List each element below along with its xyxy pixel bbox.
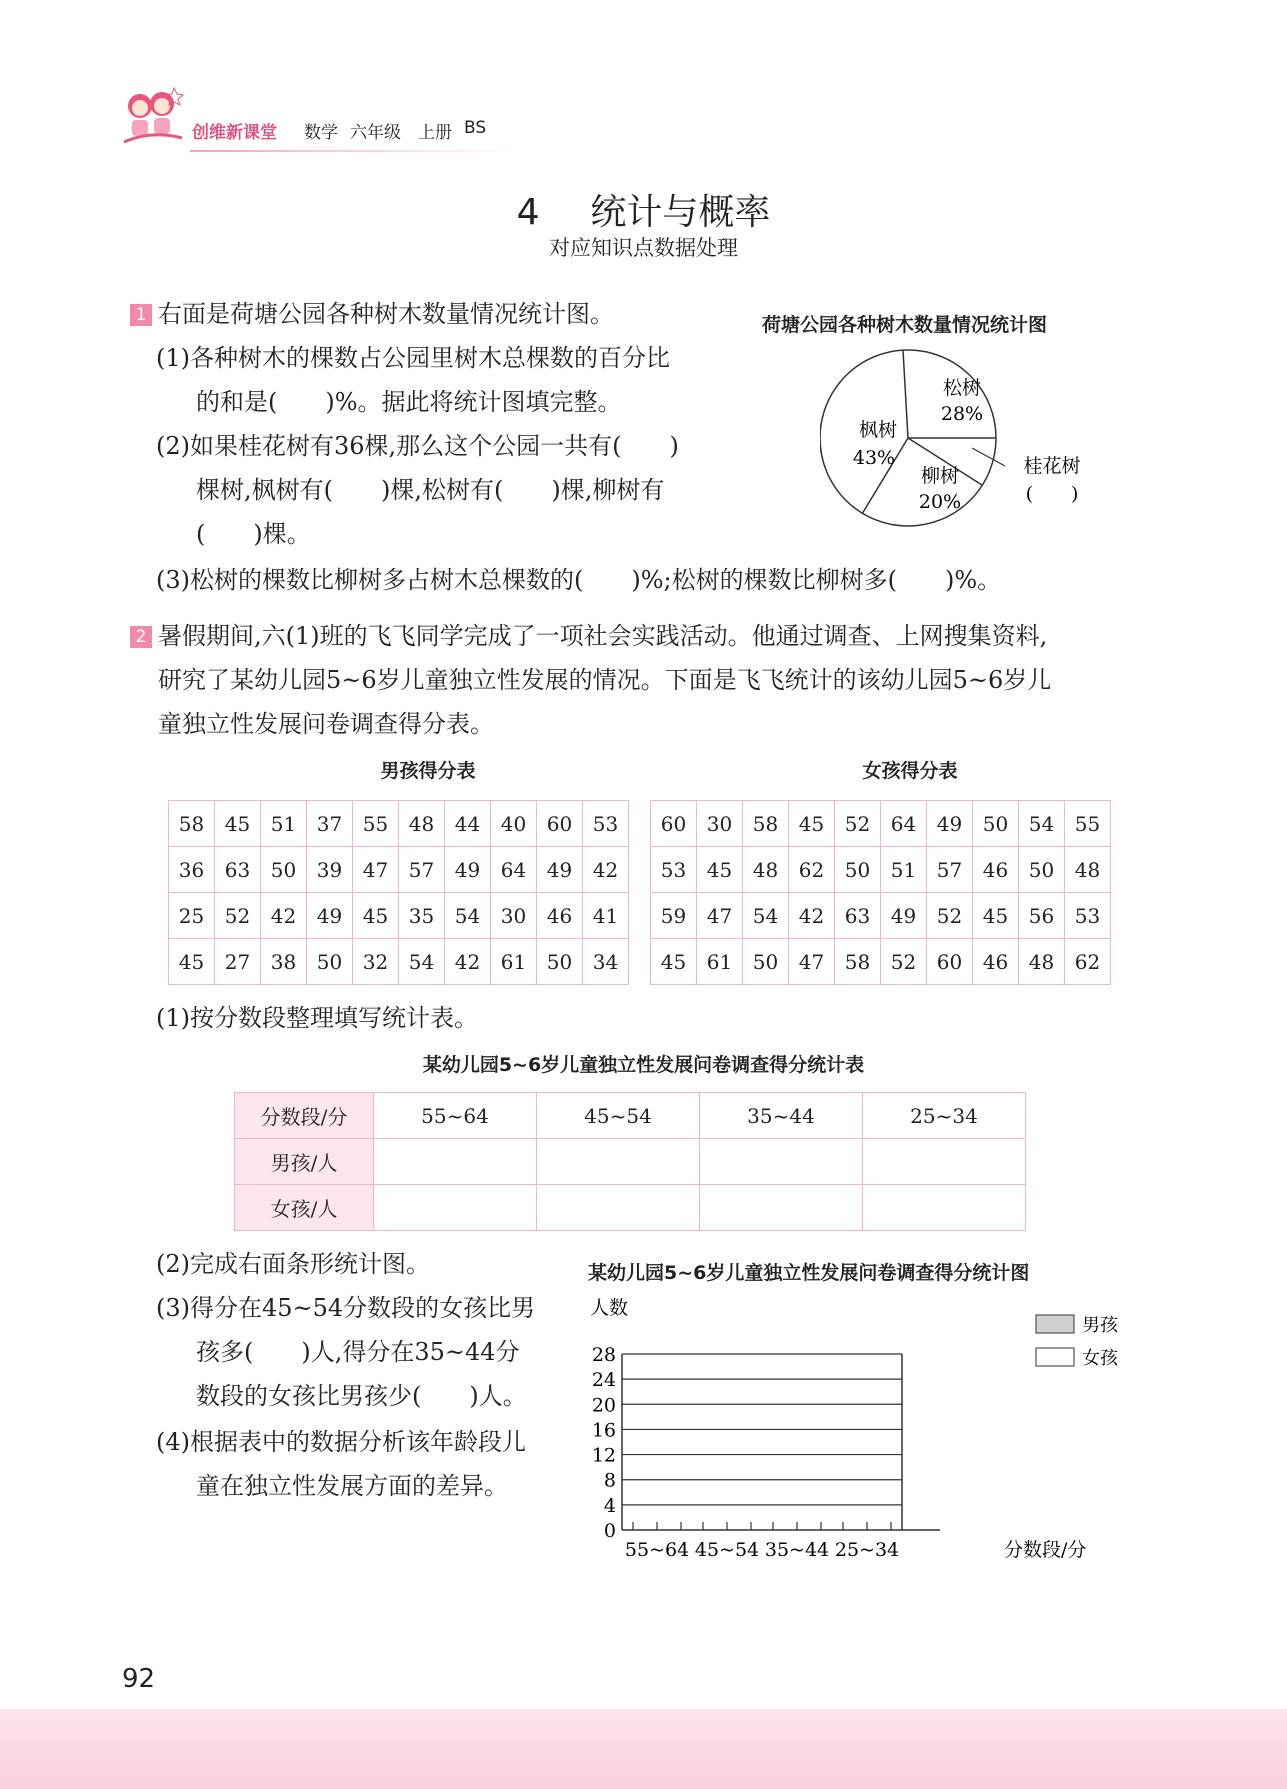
q2-sub3-line1: (3)得分在45~54分数段的女孩比男 — [156, 1294, 536, 1322]
q2-line1-text: 暑假期间,六(1)班的飞飞同学完成了一项社会实践活动。他通过调查、上网搜集资料, — [158, 622, 1048, 650]
stat-header-45-54: 45~54 — [537, 1093, 700, 1139]
pie-label-osmanthus: 桂花树 — [1023, 455, 1081, 477]
q1-part1-line1: (1)各种树木的棵数占公园里树木总棵数的百分比 — [156, 344, 670, 372]
boys-cell: 45 — [353, 893, 399, 939]
girls-cell: 50 — [743, 939, 789, 985]
y-axis-label: 人数 — [590, 1297, 629, 1319]
girls-cell: 50 — [1019, 847, 1065, 893]
boys-cell: 40 — [491, 801, 537, 847]
q2-sub3-line2: 孩多( )人,得分在35~44分 — [196, 1338, 520, 1366]
q2-sub4-line1: (4)根据表中的数据分析该年龄段儿 — [156, 1428, 526, 1456]
girls-cell: 49 — [881, 893, 927, 939]
y-tick-label: 24 — [591, 1369, 616, 1392]
q2-sub4-line2: 童在独立性发展方面的差异。 — [196, 1472, 508, 1500]
pie-pct-osmanthus: ( ) — [1025, 483, 1079, 505]
x-tick-label: 45~54 — [694, 1539, 760, 1561]
pie-pct-maple: 43% — [852, 447, 896, 469]
legend-label-boys: 男孩 — [1082, 1315, 1118, 1336]
girls-cell: 46 — [973, 847, 1019, 893]
girls-cell: 61 — [697, 939, 743, 985]
header-grade: 六年级 — [350, 123, 401, 143]
girls-row — [651, 893, 1111, 939]
q1-part3: (3)松树的棵数比柳树多占树木总棵数的( )%;松树的棵数比柳树多( )%。 — [156, 566, 1002, 594]
boys-cell: 41 — [583, 893, 629, 939]
stat-girls-blank-1[interactable] — [374, 1185, 537, 1231]
stat-boys-row — [235, 1139, 1026, 1185]
q1-part1-line2: 的和是( )%。据此将统计图填完整。 — [196, 388, 622, 416]
bar-chart — [580, 1290, 1120, 1570]
girls-cell: 48 — [1065, 847, 1111, 893]
girls-cell: 48 — [743, 847, 789, 893]
stat-girls-blank-3[interactable] — [700, 1185, 863, 1231]
stat-boys-blank-4[interactable] — [863, 1139, 1026, 1185]
y-tick-label: 12 — [591, 1444, 616, 1467]
girls-cell: 54 — [1019, 801, 1065, 847]
stat-boys-blank-3[interactable] — [700, 1139, 863, 1185]
boys-cell: 48 — [399, 801, 445, 847]
q2-line3: 童独立性发展问卷调查得分表。 — [158, 710, 494, 738]
boys-cell: 61 — [491, 939, 537, 985]
boys-cell: 39 — [307, 847, 353, 893]
x-tick-label: 25~34 — [834, 1539, 900, 1561]
mascot-kids-icon — [122, 84, 184, 148]
boys-cell: 50 — [537, 939, 583, 985]
stat-header-35-44: 35~44 — [700, 1093, 863, 1139]
boys-cell: 55 — [353, 801, 399, 847]
q1-stem — [130, 292, 614, 336]
brand-name: 创维新课堂 — [192, 123, 277, 143]
boys-cell: 32 — [353, 939, 399, 985]
girls-cell: 64 — [881, 801, 927, 847]
y-tick-label: 28 — [591, 1344, 616, 1366]
q1-part2-line3: ( )棵。 — [196, 520, 311, 548]
stat-boys-label: 男孩/人 — [235, 1139, 374, 1185]
girls-cell: 47 — [789, 939, 835, 985]
girls-cell: 54 — [743, 893, 789, 939]
header-subject: 数学 — [304, 123, 338, 143]
y-tick-label: 8 — [603, 1469, 616, 1492]
footer-band — [0, 1709, 1287, 1789]
girls-cell: 46 — [973, 939, 1019, 985]
girls-cell: 50 — [973, 801, 1019, 847]
girls-cell: 56 — [1019, 893, 1065, 939]
boys-cell: 34 — [583, 939, 629, 985]
pie-label-pine: 松树 — [942, 377, 982, 399]
header-volume: 上册 — [418, 123, 452, 143]
girls-cell: 59 — [651, 893, 697, 939]
girls-cell: 53 — [1065, 893, 1111, 939]
boys-cell: 27 — [215, 939, 261, 985]
boys-cell: 49 — [537, 847, 583, 893]
boys-cell: 64 — [491, 847, 537, 893]
girls-cell: 48 — [1019, 939, 1065, 985]
stat-table-title: 某幼儿园5~6岁儿童独立性发展问卷调查得分统计表 — [422, 1054, 865, 1076]
boys-cell: 45 — [215, 801, 261, 847]
boys-cell: 42 — [583, 847, 629, 893]
boys-row — [169, 801, 629, 847]
boys-cell: 25 — [169, 893, 215, 939]
girls-cell: 42 — [789, 893, 835, 939]
stat-table — [234, 1092, 1026, 1231]
q2-line1 — [130, 614, 1047, 658]
boys-cell: 50 — [261, 847, 307, 893]
girls-cell: 50 — [835, 847, 881, 893]
boys-cell: 49 — [307, 893, 353, 939]
girls-cell: 52 — [835, 801, 881, 847]
q1-stem-text: 右面是荷塘公园各种树木数量情况统计图。 — [158, 300, 614, 328]
pie-title: 荷塘公园各种树木数量情况统计图 — [762, 314, 1048, 336]
boys-cell: 52 — [215, 893, 261, 939]
page-number: 92 — [122, 1664, 156, 1694]
boys-cell: 38 — [261, 939, 307, 985]
girls-cell: 62 — [1065, 939, 1111, 985]
q2-line2: 研究了某幼儿园5~6岁儿童独立性发展的情况。下面是飞飞统计的该幼儿园5~6岁儿 — [158, 666, 1052, 694]
pie-pct-pine: 28% — [940, 403, 984, 425]
girls-cell: 45 — [651, 939, 697, 985]
boys-cell: 63 — [215, 847, 261, 893]
y-tick-label: 20 — [591, 1394, 616, 1417]
q1-badge: 1 — [130, 304, 152, 326]
q1-part2-line2: 棵树,枫树有( )棵,松树有( )棵,柳树有 — [196, 476, 665, 504]
x-tick-label: 55~64 — [624, 1539, 690, 1561]
header-edition: BS — [464, 118, 487, 138]
stat-header-25-34: 25~34 — [863, 1093, 1026, 1139]
boys-cell: 57 — [399, 847, 445, 893]
boys-cell: 44 — [445, 801, 491, 847]
stat-boys-blank-2[interactable] — [537, 1139, 700, 1185]
stat-girls-blank-2[interactable] — [537, 1185, 700, 1231]
pie-pct-willow: 20% — [918, 491, 962, 513]
girls-cell: 45 — [789, 801, 835, 847]
boys-cell: 47 — [353, 847, 399, 893]
girls-cell: 60 — [651, 801, 697, 847]
boys-row — [169, 939, 629, 985]
girls-table-title: 女孩得分表 — [862, 760, 958, 782]
x-axis-label: 分数段/分 — [1004, 1539, 1087, 1561]
girls-row — [651, 801, 1111, 847]
girls-cell: 30 — [697, 801, 743, 847]
boys-cell: 54 — [445, 893, 491, 939]
girls-row — [651, 939, 1111, 985]
y-tick-label: 16 — [591, 1419, 616, 1442]
girls-cell: 62 — [789, 847, 835, 893]
q2-sub1: (1)按分数段整理填写统计表。 — [156, 1004, 478, 1032]
section-title — [0, 184, 1287, 235]
boys-cell: 42 — [261, 893, 307, 939]
boys-cell: 49 — [445, 847, 491, 893]
stat-header-row — [235, 1093, 1026, 1139]
girls-cell: 58 — [743, 801, 789, 847]
girls-score-table — [650, 800, 1111, 985]
girls-cell: 49 — [927, 801, 973, 847]
girls-cell: 53 — [651, 847, 697, 893]
header-logo — [122, 84, 184, 148]
boys-cell: 50 — [307, 939, 353, 985]
stat-girls-row — [235, 1185, 1026, 1231]
girls-cell: 45 — [973, 893, 1019, 939]
girls-cell: 52 — [881, 939, 927, 985]
boys-cell: 42 — [445, 939, 491, 985]
pie-label-maple: 枫树 — [858, 419, 898, 441]
boys-cell: 60 — [537, 801, 583, 847]
section-subtitle: 对应知识点数据处理 — [549, 236, 738, 260]
boys-cell: 51 — [261, 801, 307, 847]
x-tick-label: 35~44 — [764, 1539, 830, 1561]
boys-cell: 35 — [399, 893, 445, 939]
girls-cell: 58 — [835, 939, 881, 985]
stat-header-label: 分数段/分 — [235, 1093, 374, 1139]
girls-cell: 55 — [1065, 801, 1111, 847]
boys-cell: 58 — [169, 801, 215, 847]
q2-sub2: (2)完成右面条形统计图。 — [156, 1250, 430, 1278]
girls-cell: 52 — [927, 893, 973, 939]
stat-header-55-64: 55~64 — [374, 1093, 537, 1139]
girls-cell: 51 — [881, 847, 927, 893]
boys-row — [169, 847, 629, 893]
boys-cell: 37 — [307, 801, 353, 847]
boys-cell: 45 — [169, 939, 215, 985]
girls-row — [651, 847, 1111, 893]
boys-cell: 30 — [491, 893, 537, 939]
q1-part2-line1: (2)如果桂花树有36棵,那么这个公园一共有( ) — [156, 432, 679, 460]
boys-cell: 54 — [399, 939, 445, 985]
stat-girls-blank-4[interactable] — [863, 1185, 1026, 1231]
stat-girls-label: 女孩/人 — [235, 1185, 374, 1231]
girls-cell: 63 — [835, 893, 881, 939]
boys-row — [169, 893, 629, 939]
girls-cell: 47 — [697, 893, 743, 939]
y-tick-label: 0 — [603, 1520, 616, 1542]
y-tick-label: 4 — [603, 1494, 616, 1517]
girls-cell: 60 — [927, 939, 973, 985]
section-title-text: 统计与概率 — [590, 192, 771, 233]
girls-cell: 57 — [927, 847, 973, 893]
boys-score-table — [168, 800, 629, 985]
stat-boys-blank-1[interactable] — [374, 1139, 537, 1185]
boys-cell: 46 — [537, 893, 583, 939]
girls-cell: 45 — [697, 847, 743, 893]
legend-swatch-boys — [1036, 1315, 1074, 1333]
legend-label-girls: 女孩 — [1082, 1348, 1118, 1369]
section-number: 4 — [516, 192, 540, 233]
bar-chart-title: 某幼儿园5~6岁儿童独立性发展问卷调查得分统计图 — [588, 1262, 1030, 1284]
boys-cell: 53 — [583, 801, 629, 847]
boys-cell: 36 — [169, 847, 215, 893]
pie-chart — [820, 342, 1100, 542]
header-rule — [190, 150, 520, 152]
pie-label-willow: 柳树 — [920, 465, 960, 487]
boys-table-title: 男孩得分表 — [380, 760, 476, 782]
legend-swatch-girls — [1036, 1348, 1074, 1366]
q2-sub3-line3: 数段的女孩比男孩少( )人。 — [196, 1382, 527, 1410]
q2-badge: 2 — [130, 626, 152, 648]
